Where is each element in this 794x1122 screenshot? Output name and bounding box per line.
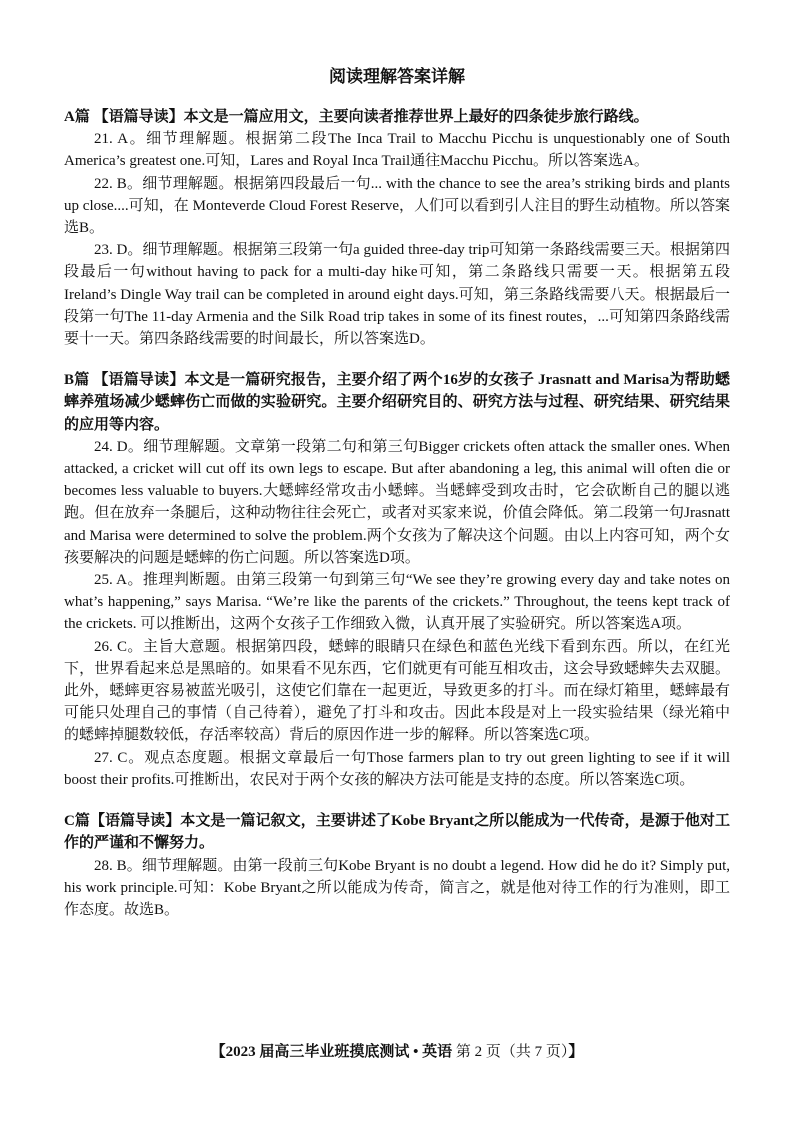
section-gap — [64, 350, 730, 369]
section-c — [64, 810, 730, 921]
page-footer — [0, 1040, 794, 1061]
answer-23: 23. D。细节理解题。根据第三段第一句a guided three-day trip可知第一条路线需要三天。根据第四段最后一句without having to pack for a multi-day hike可知，第二条路线只需要一天。根据第五段Ireland’s Dingle Way trail can be completed in around eight days.可知，第三条路线需要八天。根据最后一段第一句The 11-day Armenia and the Silk Road trip takes in some of its finest routes，...可知第四条路线需要十一天。第四条路线需要的时间最长，所以答案选D。 — [64, 242, 730, 348]
section-b-heading: B篇 【语篇导读】本文是一篇研究报告，主要介绍了两个16岁的女孩子 Jrasnatt and Marisa为帮助蟋蟀养殖场减少蟋蟀伤亡而做的实验研究。主要介绍研究目的、研究方法与过程、研究结果、研究结果的应用等内容。 — [64, 372, 730, 433]
answer-25: 25. A。推理判断题。由第三段第一句到第三句“We see they’re growing every day and take notes on what’s happening,” says Marisa. “We’re like the parents of the crickets.” Throughout, the teens kept track of the crickets. 可以推断出，这两个女孩子工作细致入微，认真开展了实验研究。所以答案选A项。 — [64, 572, 730, 633]
answer-28: 28. B。细节理解题。由第一段前三句Kobe Bryant is no doubt a legend. How did he do it? Simply put, his work principle.可知：Kobe Bryant之所以能成为传奇，简言之，就是他对待工作的行为准则，即工作态度。故选B。 — [64, 857, 730, 918]
section-gap — [64, 791, 730, 810]
document-body — [64, 106, 730, 921]
page-title: 阅读理解答案详解 — [329, 67, 465, 86]
answer-21: 21. A。细节理解题。根据第二段The Inca Trail to Macchu Picchu is unquestionably one of South America’s greatest one.可知，Lares and Royal Inca Trail通往Macchu Picchu。所以答案选A。 — [64, 131, 730, 170]
footer-close-bracket: 】 — [568, 1044, 584, 1060]
answer-22: 22. B。细节理解题。根据第四段最后一句... with the chance to see the area’s striking birds and plants up close....可知，在 Monteverde Cloud Forest Reserve，人们可以看到引人注目的野生动植物。所以答案选B。 — [64, 175, 730, 237]
section-a-heading: A篇 【语篇导读】本文是一篇应用文，主要向读者推荐世界上最好的四条徒步旅行路线。 — [64, 109, 649, 125]
section-a — [64, 106, 730, 350]
section-b — [64, 369, 730, 791]
section-c-heading: C篇【语篇导读】本文是一篇记叙文，主要讲述了Kobe Bryant之所以能成为一代传奇，是源于他对工作的严谨和不懈努力。 — [64, 813, 730, 852]
answer-27: 27. C。观点态度题。根据文章最后一句Those farmers plan to try out green lighting to see if it will boost their profits.可推断出，农民对于两个女孩的解决方法可能是支持的态度。所以答案选C项。 — [64, 749, 730, 788]
answer-24: 24. D。细节理解题。文章第一段第二句和第三句Bigger crickets often attack the smaller ones. When attacked, a cricket will cut off its own legs to escape. But after abandoning a leg, this animal will often die or becomes less valuable to buyers.大蟋蟀经常攻击小蟋蟀。当蟋蟀受到攻击时，它会砍断自己的腿以逃跑。但在放弃一条腿后，这种动物往往会死亡，或者对买家来说，价值会降低。第二段第一句Jrasnatt and Marisa were determined to solve the problem.两个女孩为了解决这个问题。由以上内容可知，两个女孩要解决的问题是蟋蟀的伤亡问题。所以答案选D项。 — [64, 438, 730, 566]
page-info: 第 2 页（共 7 页） — [455, 1044, 569, 1060]
answer-26: 26. C。主旨大意题。根据第四段，蟋蟀的眼睛只在绿色和蓝色光线下看到东西。所以，在红光下，世界看起来总是黑暗的。如果看不见东西，它们就更有可能互相攻击，这会导致蟋蟀失去双腿。此外，蟋蟀更容易被蓝光吸引，这使它们靠在一起更近，导致更多的打斗。而在绿灯箱里，蟋蟀最有可能只处理自己的事情（自己待着），避免了打斗和攻击。因此本段是对上一段实验结果（绿光箱中的蟋蟀掉腿数较低，存活率较高）背后的原因作进一步的解释。所以答案选C项。 — [64, 638, 730, 744]
exam-title: 【2023 届高三毕业班摸底测试 • 英语 — [210, 1044, 453, 1060]
